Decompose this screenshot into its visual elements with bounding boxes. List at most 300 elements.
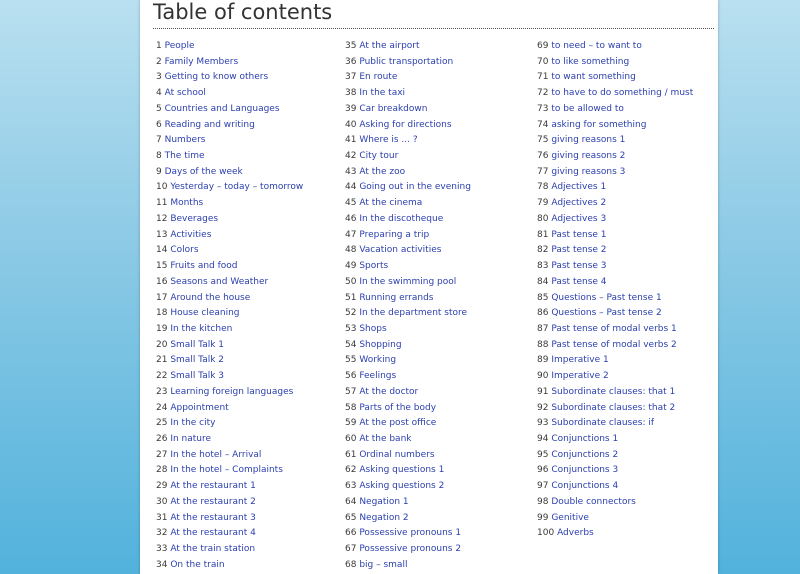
toc-item [537,416,693,432]
toc-lesson-link[interactable]: to want something [551,72,636,83]
toc-lesson-link[interactable]: Imperative 2 [551,371,609,382]
toc-item [156,39,303,55]
toc-item [345,55,471,71]
toc-item-number: 96 [537,465,549,476]
toc-lesson-link[interactable]: In the city [170,418,216,429]
toc-item-number: 79 [537,198,549,209]
content-panel [140,0,718,574]
toc-item [345,542,471,558]
toc-item [537,338,693,354]
toc-lesson-link[interactable]: Ordinal numbers [359,449,435,460]
toc-item [345,369,471,385]
toc-item-number: 73 [537,103,549,114]
toc-lesson-link[interactable]: giving reasons 3 [551,166,626,177]
toc-item [345,463,471,479]
toc-item [537,448,693,464]
toc-item [345,180,471,196]
toc-lesson-link[interactable]: At the restaurant 4 [170,528,256,539]
toc-item-number: 84 [537,276,549,287]
toc-item [156,180,303,196]
toc-item-number: 86 [537,308,549,319]
toc-lesson-link[interactable]: Imperative 1 [551,355,609,366]
toc-item-number: 64 [345,496,357,507]
toc-item-number: 66 [345,528,357,539]
toc-item [537,118,693,134]
toc-item-number: 44 [345,182,357,193]
toc-lesson-link[interactable]: At the cinema [359,198,423,209]
toc-item [345,228,471,244]
toc-item-number: 59 [345,418,357,429]
toc-item [345,558,471,574]
toc-item-number: 18 [156,308,168,319]
toc-item [345,196,471,212]
toc-item [156,511,303,527]
toc-item-number: 68 [345,559,357,570]
toc-item-number: 98 [537,496,549,507]
toc-item-number: 56 [345,371,357,382]
toc-item [537,133,693,149]
toc-lesson-link[interactable]: Asking questions 2 [359,481,445,492]
toc-item-number: 8 [156,151,162,162]
toc-lesson-link[interactable]: At the post office [359,418,437,429]
toc-item-number: 6 [156,119,162,130]
toc-item-number: 65 [345,512,357,523]
toc-item-number: 93 [537,418,549,429]
toc-item-number: 15 [156,261,168,272]
toc-item-number: 69 [537,41,549,51]
toc-item-number: 71 [537,72,549,83]
toc-item-number: 3 [156,72,162,83]
toc-lesson-link[interactable]: At the zoo [359,166,406,177]
toc-lesson-link[interactable]: Subordinate clauses: that 2 [551,402,676,413]
toc-lesson-link[interactable]: Vacation activities [359,245,442,256]
toc-lesson-link[interactable]: On the train [170,559,225,570]
toc-item-number: 80 [537,213,549,224]
toc-item [537,511,693,527]
toc-item [156,369,303,385]
toc-item [345,401,471,417]
toc-item-number: 37 [345,72,357,83]
toc-item-number: 7 [156,135,162,146]
toc-item-number: 42 [345,151,357,162]
toc-item-number: 49 [345,261,357,272]
toc-item [537,86,693,102]
toc-item [537,526,693,542]
toc-lesson-link[interactable]: People [164,41,195,51]
toc-item [345,526,471,542]
toc-lesson-link[interactable]: Adverbs [557,528,594,539]
toc-item-number: 77 [537,166,549,177]
toc-item-number: 81 [537,229,549,240]
toc-lesson-link[interactable]: to like something [551,56,630,67]
toc-lesson-link[interactable]: Feelings [359,371,397,382]
toc-lesson-link[interactable]: Working [359,355,397,366]
toc-item [345,495,471,511]
toc-item-number: 16 [156,276,168,287]
toc-lesson-link[interactable]: Past tense 2 [551,245,607,256]
toc-item [537,165,693,181]
toc-item-number: 100 [537,528,555,539]
toc-item [156,526,303,542]
toc-item [345,448,471,464]
toc-item [156,353,303,369]
toc-lesson-link[interactable]: Preparing a trip [359,229,430,240]
toc-item [537,196,693,212]
toc-item-number: 32 [156,528,168,539]
toc-item [156,259,303,275]
toc-item [537,228,693,244]
toc-item [156,385,303,401]
toc-item-number: 45 [345,198,357,209]
toc-item-number: 24 [156,402,168,413]
toc-lesson-link[interactable]: Parts of the body [359,402,437,413]
toc-item [537,102,693,118]
toc-item [156,196,303,212]
toc-item [537,385,693,401]
toc-lesson-link[interactable]: Subordinate clauses: if [551,418,655,429]
toc-lesson-link[interactable]: Questions – Past tense 2 [551,308,662,319]
toc-item [156,118,303,134]
toc-lesson-link[interactable]: Where is ... ? [359,135,418,146]
toc-item-number: 36 [345,56,357,67]
toc-item [345,243,471,259]
toc-lesson-link[interactable]: Activities [170,229,212,240]
toc-item [345,165,471,181]
toc-lesson-link[interactable]: En route [359,72,398,83]
toc-lesson-link[interactable]: Past tense 4 [551,276,607,287]
toc-item [345,322,471,338]
toc-item-number: 67 [345,544,357,554]
toc-item-number: 78 [537,182,549,193]
toc-lesson-link[interactable]: Possessive pronouns 1 [359,528,462,539]
toc-lesson-link[interactable]: Asking for directions [359,119,452,130]
toc-item-number: 1 [156,41,162,51]
toc-lesson-link[interactable]: Reading and writing [164,119,255,130]
toc-lesson-link[interactable]: At the restaurant 3 [170,512,256,523]
toc-lesson-link[interactable]: Numbers [164,135,206,146]
toc-lesson-link[interactable]: Conjunctions 4 [551,481,619,492]
toc-item-number: 50 [345,276,357,287]
toc-item [537,212,693,228]
toc-lesson-link[interactable]: In the hotel – Arrival [170,449,262,460]
toc-item [156,149,303,165]
toc-lesson-link[interactable]: Yesterday – today – tomorrow [170,182,304,193]
toc-item [537,39,693,55]
toc-item [156,102,303,118]
toc-item-number: 74 [537,119,549,130]
toc-item-number: 47 [345,229,357,240]
toc-item [537,149,693,165]
toc-item-number: 92 [537,402,549,413]
toc-item [345,353,471,369]
toc-item-number: 5 [156,103,162,114]
toc-lesson-link[interactable]: House cleaning [170,308,240,319]
toc-item [537,432,693,448]
toc-lesson-link[interactable]: Colors [170,245,199,256]
toc-lesson-link[interactable]: In the kitchen [170,323,233,334]
toc-lesson-link[interactable]: In the taxi [359,88,406,99]
toc-item [156,432,303,448]
toc-lesson-link[interactable]: Adjectives 1 [551,182,607,193]
toc-item-number: 85 [537,292,549,303]
toc-lesson-link[interactable]: Asking questions 1 [359,465,445,476]
toc-lesson-link[interactable]: Conjunctions 2 [551,449,619,460]
toc-lesson-link[interactable]: Days of the week [164,166,243,177]
toc-lesson-link[interactable]: Past tense of modal verbs 2 [551,339,677,350]
toc-lesson-link[interactable]: to be allowed to [551,103,624,114]
toc-lesson-link[interactable]: Double connectors [551,496,636,507]
toc-lesson-link[interactable]: Appointment [170,402,229,413]
toc-item-number: 72 [537,88,549,99]
toc-lesson-link[interactable]: City tour [359,151,399,162]
title-divider [153,28,714,29]
toc-item [345,432,471,448]
toc-item [156,322,303,338]
toc-column-3 [537,39,693,542]
toc-lesson-link[interactable]: Shopping [359,339,402,350]
toc-item [537,479,693,495]
toc-lesson-link[interactable]: Small Talk 2 [170,355,225,366]
toc-lesson-link[interactable]: Months [170,198,204,209]
toc-item [156,86,303,102]
toc-item-number: 87 [537,323,549,334]
toc-item [537,291,693,307]
toc-lesson-link[interactable]: giving reasons 1 [551,135,626,146]
toc-item-number: 75 [537,135,549,146]
toc-item [537,55,693,71]
toc-item-number: 34 [156,559,168,570]
toc-lesson-link[interactable]: In the hotel – Complaints [170,465,283,476]
toc-item-number: 29 [156,481,168,492]
toc-item-number: 62 [345,465,357,476]
toc-lesson-link[interactable]: Small Talk 1 [170,339,225,350]
toc-lesson-link[interactable]: At the doctor [359,386,419,397]
toc-item [537,275,693,291]
toc-item [345,102,471,118]
toc-item [156,338,303,354]
toc-item-number: 19 [156,323,168,334]
toc-item-number: 94 [537,433,549,444]
toc-lesson-link[interactable]: Past tense 1 [551,229,607,240]
toc-lesson-link[interactable]: At school [164,88,206,99]
toc-item-number: 91 [537,386,549,397]
toc-item-number: 9 [156,166,162,177]
toc-item [537,369,693,385]
toc-item-number: 31 [156,512,168,523]
toc-item-number: 99 [537,512,549,523]
toc-item-number: 53 [345,323,357,334]
toc-item [345,275,471,291]
toc-item-number: 46 [345,213,357,224]
toc-lesson-link[interactable]: Family Members [164,56,239,67]
toc-item-number: 13 [156,229,168,240]
toc-item-number: 38 [345,88,357,99]
toc-item [345,385,471,401]
toc-item [537,259,693,275]
toc-item [345,338,471,354]
toc-lesson-link[interactable]: Conjunctions 1 [551,433,619,444]
toc-lesson-link[interactable]: Past tense 3 [551,261,607,272]
toc-item [156,306,303,322]
toc-item [156,495,303,511]
toc-item [156,243,303,259]
toc-lesson-link[interactable]: The time [164,151,205,162]
toc-item-number: 97 [537,481,549,492]
toc-item [537,322,693,338]
toc-lesson-link[interactable]: Seasons and Weather [170,276,269,287]
toc-lesson-link[interactable]: big – small [359,559,408,570]
toc-column-1 [156,39,303,573]
toc-item-number: 90 [537,371,549,382]
toc-lesson-link[interactable]: Getting to know others [164,72,269,83]
toc-item-number: 41 [345,135,357,146]
toc-item [345,118,471,134]
toc-item [156,558,303,574]
toc-item [537,180,693,196]
toc-lesson-link[interactable]: to have to do something / must [551,88,694,99]
toc-lesson-link[interactable]: to need – to want to [551,41,642,51]
toc-lesson-link[interactable]: Beverages [170,213,219,224]
toc-lesson-link[interactable]: At the train station [170,544,256,554]
toc-item-number: 23 [156,386,168,397]
toc-item-number: 88 [537,339,549,350]
toc-item-number: 30 [156,496,168,507]
toc-lesson-link[interactable]: Subordinate clauses: that 1 [551,386,676,397]
toc-item [345,291,471,307]
toc-lesson-link[interactable]: Possessive pronouns 2 [359,544,462,554]
toc-lesson-link[interactable]: In the department store [359,308,468,319]
toc-item-number: 17 [156,292,168,303]
toc-item [345,306,471,322]
toc-item-number: 76 [537,151,549,162]
toc-item-number: 61 [345,449,357,460]
toc-item [345,416,471,432]
toc-item [345,39,471,55]
toc-lesson-link[interactable]: Public transportation [359,56,454,67]
toc-item-number: 25 [156,418,168,429]
toc-item-number: 20 [156,339,168,350]
toc-lesson-link[interactable]: Around the house [170,292,251,303]
toc-item [345,479,471,495]
toc-item-number: 22 [156,371,168,382]
toc-item [537,495,693,511]
toc-lesson-link[interactable]: Going out in the evening [359,182,471,193]
toc-lesson-link[interactable]: asking for something [551,119,647,130]
toc-lesson-link[interactable]: At the restaurant 2 [170,496,256,507]
toc-item [156,275,303,291]
toc-item-number: 55 [345,355,357,366]
toc-item [345,133,471,149]
toc-item-number: 33 [156,544,168,554]
toc-lesson-link[interactable]: Countries and Languages [164,103,280,114]
toc-item-number: 26 [156,433,168,444]
toc-lesson-link[interactable]: Fruits and food [170,261,238,272]
toc-lesson-link[interactable]: Conjunctions 3 [551,465,619,476]
toc-lesson-link[interactable]: At the bank [359,433,412,444]
toc-item [156,70,303,86]
toc-item-number: 4 [156,88,162,99]
toc-item-number: 82 [537,245,549,256]
toc-item [156,463,303,479]
toc-lesson-link[interactable]: Questions – Past tense 1 [551,292,662,303]
toc-item [345,259,471,275]
toc-lesson-link[interactable]: At the airport [359,41,420,51]
toc-item [156,212,303,228]
toc-item [537,243,693,259]
toc-item [156,416,303,432]
toc-item-number: 43 [345,166,357,177]
toc-lesson-link[interactable]: Running errands [359,292,434,303]
toc-item-number: 95 [537,449,549,460]
toc-lesson-link[interactable]: Shops [359,323,387,334]
toc-column-2 [345,39,471,573]
toc-lesson-link[interactable]: Negation 2 [359,512,409,523]
toc-item-number: 2 [156,56,162,67]
toc-lesson-link[interactable]: Genitive [551,512,589,523]
toc-lesson-link[interactable]: giving reasons 2 [551,151,626,162]
toc-item [156,291,303,307]
toc-lesson-link[interactable]: At the restaurant 1 [170,481,256,492]
toc-item-number: 58 [345,402,357,413]
toc-lesson-link[interactable]: Adjectives 3 [551,213,607,224]
toc-item-number: 57 [345,386,357,397]
toc-item [156,542,303,558]
toc-item [537,401,693,417]
toc-lesson-link[interactable]: Sports [359,261,389,272]
toc-item [156,448,303,464]
toc-item [156,55,303,71]
toc-item-number: 14 [156,245,168,256]
toc-lesson-link[interactable]: Small Talk 3 [170,371,225,382]
toc-lesson-link[interactable]: Negation 1 [359,496,409,507]
toc-lesson-link[interactable]: Car breakdown [359,103,428,114]
toc-item-number: 12 [156,213,168,224]
toc-item [345,86,471,102]
toc-item [345,149,471,165]
toc-item-number: 89 [537,355,549,366]
toc-item-number: 48 [345,245,357,256]
toc-item-number: 21 [156,355,168,366]
toc-item-number: 83 [537,261,549,272]
toc-lesson-link[interactable]: Adjectives 2 [551,198,607,209]
toc-item-number: 63 [345,481,357,492]
toc-item-number: 39 [345,103,357,114]
toc-item [537,70,693,86]
toc-item-number: 52 [345,308,357,319]
toc-item [156,133,303,149]
toc-lesson-link[interactable]: Learning foreign languages [170,386,294,397]
toc-item-number: 27 [156,449,168,460]
toc-item-number: 54 [345,339,357,350]
toc-lesson-link[interactable]: In the swimming pool [359,276,457,287]
toc-item [537,353,693,369]
toc-lesson-link[interactable]: In nature [170,433,212,444]
toc-item-number: 51 [345,292,357,303]
toc-item-number: 60 [345,433,357,444]
page-title: Table of contents [153,0,333,24]
toc-item [537,306,693,322]
toc-item [345,212,471,228]
toc-item-number: 40 [345,119,357,130]
toc-lesson-link[interactable]: In the discotheque [359,213,444,224]
toc-lesson-link[interactable]: Past tense of modal verbs 1 [551,323,677,334]
toc-item [156,165,303,181]
toc-item [537,463,693,479]
toc-item-number: 28 [156,465,168,476]
toc-item [156,479,303,495]
toc-item [156,401,303,417]
toc-item [345,70,471,86]
